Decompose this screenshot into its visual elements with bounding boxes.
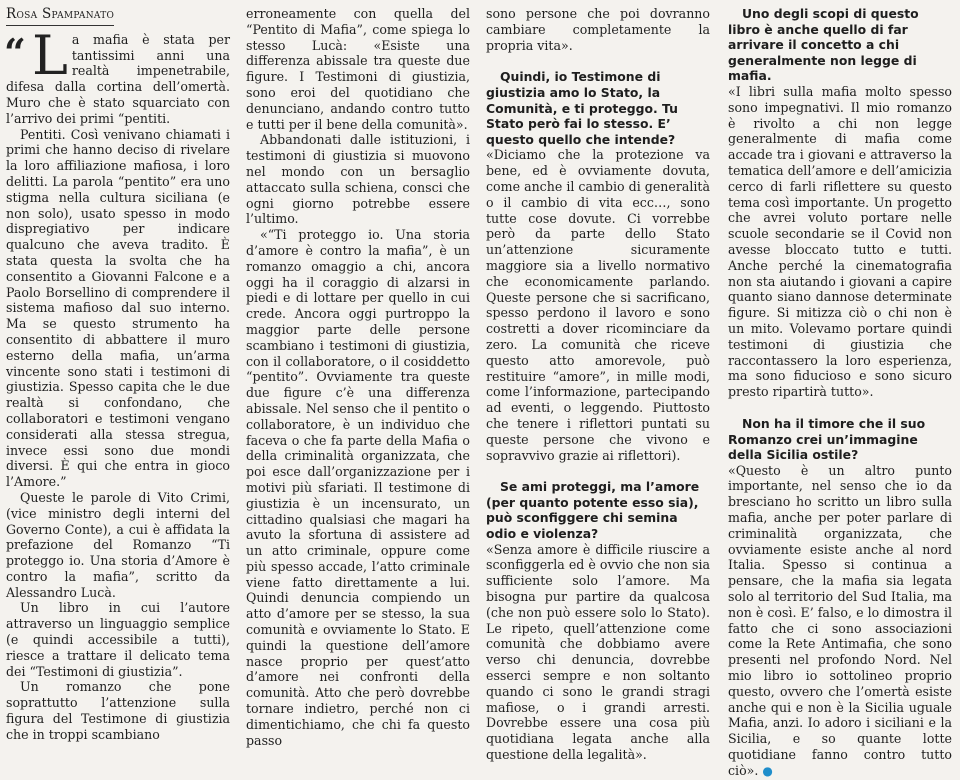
continued-paragraph: sono persone che poi dovranno cambiare completamente la propria vita». (486, 6, 710, 53)
continued-paragraph: erroneamente con quella del “Pentito di Mafia”, come spiega lo stesso Lucà: «Esiste una differenza abissale tra queste due figure. I Testimoni di giustizia, sono eroi del quotidiano che denunciano, andando contro tutto e tutti per il bene della comunità». (246, 6, 470, 132)
body-paragraph: «“Ti proteggo io. Una storia d’amore è contro la mafia”, è un romanzo omaggio a chi, ancora oggi ha il coraggio di alzarsi in piedi e di lottare per quello in cui crede. Ancora oggi purtroppo la maggior parte delle persone scambiano i testimoni di giustizia, con il collaboratore, o il cosiddetto “pentito”. Ovviamente tra queste due figure c’è una differenza abissale. Nel senso che il pentito o collaboratore, è un individuo che faceva o che fa parte della Mafia o della criminalità organizzata, che poi esce dall’organizzazione per i motivi più sfariati. Il testimone di giustizia è un incensurato, un cittadino qualsiasi che magari ha avuto la sfortuna di assistere ad un atto criminale, oppure come più spesso accade, l’atto criminale viene fatto direttamente a lui. Quindi denuncia compiendo un atto d’amore per se stesso, la sua comunità e ovviamente lo Stato. E quindi la questione dell’amore nasce proprio per quest’atto d’amore nei confronti della comunità. Atto che però dovrebbe tornare indietro, perché non ci dimentichiamo, che chi fa questo passo (246, 227, 470, 748)
drop-cap: L (32, 23, 68, 87)
interview-question: Uno degli scopi di questo libro è anche quello di far arrivare il concetto a chi generalmente non legge di mafia. (728, 6, 919, 84)
column-4 (728, 6, 952, 780)
interview-question: Non ha il timore che il suo Romanzo crei un’immagine della Sicilia ostile? (728, 415, 926, 463)
lead-paragraph (4, 23, 230, 127)
byline: Rosa Spampanato (6, 7, 114, 26)
opening-quote-glyph: “ (4, 29, 26, 75)
interview-answer: «Diciamo che la protezione va bene, ed è ovviamente dovuta, come anche il cambio di generalità o il cambio di vita ecc…, sono tutte cose dovute. Ci vorrebbe però da parte dello Stato un’attenzione sicuramente maggiore sia a livello normativo che economicamente parlando. Queste persone che si sacrificano, spesso perdono il lavoro e sono costretti a dover ricominciare da zero. La comunità che riceve questo atto amorevole, può restituire “amore”, in mille modi, come l’informazione, partecipando ad eventi, o leggendo. Piuttosto che tenere i riflettori puntati su queste persone che vivono e sopravvivo grazie ai riflettori). (486, 147, 710, 463)
answer-text: «Questo è un altro punto importante, nel senso che io da bresciano ho scritto un libro sulla mafia, anche per poter parlare di criminalità organizzata, che ovviamente esiste anche al nord Italia. Spesso si continua a pensare, che la mafia sia legata solo al territorio del Sud Italia, ma non è così. E’ falso, e lo dimostra il fatto che ci sono associazioni come la Rete Antimafia, che sono presenti nel profondo Nord. Nel mio libro io sottolineo proprio questo, ovvero che l’omertà esiste anche qui e non è la Sicilia uguale Mafia, anzi. Io adoro i siciliani e la Sicilia, e so quante lotte quotidiane fanno contro tutto ciò». (728, 462, 952, 778)
body-paragraph: Pentiti. Così venivano chiamati i primi che hanno deciso di rivelare la loro affiliazione mafiosa, i loro delitti. La parola “pentito” era uno stigma nella cultura siciliana (e non solo), usato spesso in modo dispregiativo per indicare qualcuno che aveva tradito. È stata questa la svolta che ha consentito a Giovanni Falcone e a Paolo Borsellino di comprendere il sistema mafioso dal suo interno. Ma se questo strumento ha consentito di abbattere il muro esterno della mafia, un’arma vincente sono stati i testimoni di giustizia. Spesso capita che le due realtà si confondano, che collaboratori e testimoni vengano considerati alla stessa stregua, invece essi sono due mondi diversi. È qui che entra in gioco l’Amore.” (6, 126, 230, 490)
interview-question: Se ami proteggi, ma l’amore (per quanto potente esso sia), può sconfiggere chi semina odio e violenza? (486, 479, 700, 542)
column-2 (246, 6, 470, 748)
lead-text: a mafia è stata per tantissimi anni una realtà impenetrabile, difesa dalla cortina dell’omertà. Muro che è stato squarciato con l’arrivo dei primi “pentiti. (6, 31, 230, 126)
body-paragraph: Queste le parole di Vito Crimi, (vice ministro degli interni del Governo Conte), a cui è affidata la prefazione del Romanzo “Ti proteggo io. Una storia d’Amore è contro la mafia”, scritto da Alessandro Lucà. (6, 489, 230, 600)
body-paragraph: Un libro in cui l’autore attraverso un linguaggio semplice (e quindi accessibile a tutti), riesce a trattare il delicato tema dei “Testimoni di giustizia”. (6, 600, 230, 679)
column-3 (486, 6, 710, 763)
end-of-article-dot-icon: ● (762, 763, 773, 778)
interview-answer: «I libri sulla mafia molto spesso sono impegnativi. Il mio romanzo è rivolto a chi non legge generalmente di mafia come accade tra i giovani e attraverso la tematica dell’amore e dell’amicizia cerco di farli riflettere su questo tema così importante. Un progetto che avrei voluto portare nelle scuole secondarie se il Covid non avesse bloccato tutto e tutti. Anche perché la cinematografia non sta aiutando i giovani a capire quanto siano dannose determinate figure. Si mitizza ciò o chi non è un mito. Volevamo portare quindi testimoni di giustizia che raccontassero la loro esperienza, ma sono fiducioso e sono sicuro presto ripartirà tutto». (728, 83, 952, 400)
interview-question: Quindi, io Testimone di giustizia amo lo Stato, la Comunità, e ti proteggo. Tu Stato però fai lo stesso. E’ questo quello che intende? (486, 69, 678, 147)
interview-answer (728, 463, 952, 780)
body-paragraph: Abbandonati dalle istituzioni, i testimoni di giustizia si muovono nel mondo con un bersaglio attaccato sulla schiena, consci che ogni giorno potrebbe essere l’ultimo. (246, 132, 470, 227)
body-paragraph: Un romanzo che pone soprattutto l’attenzione sulla figura del Testimone di giustizia che in troppi scambiano (6, 679, 230, 742)
interview-answer: «Senza amore è difficile riuscire a sconfiggerla ed è ovvio che non sia sufficiente solo l’amore. Ma bisogna pur partire da qualcosa (che non può essere solo lo Stato). Le ripeto, quell’attenzione come comunità che dobbiamo avere verso chi denuncia, dovrebbe esserci sempre e non soltanto quando ci sono le grandi stragi mafiose, o i grandi arresti. Dovrebbe essere una cosa più quotidiana legata anche alla questione della legalità». (486, 541, 710, 763)
column-1 (6, 6, 230, 743)
